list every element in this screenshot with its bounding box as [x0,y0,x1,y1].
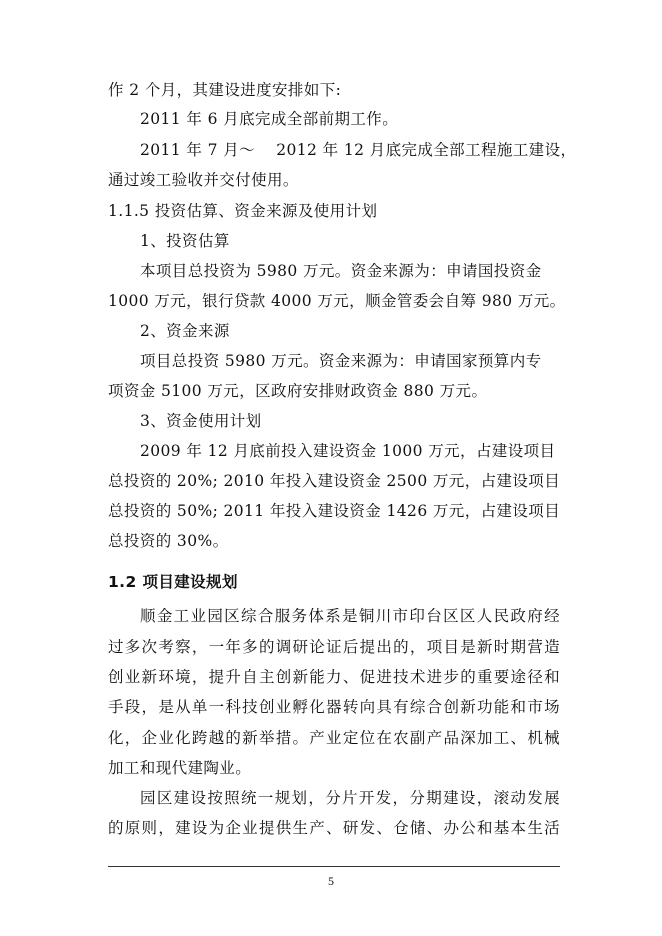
body-text-line: 顺金工业园区综合服务体系是铜川市印台区区人民政府经 [140,607,560,625]
body-text-line: 加工和现代建陶业。 [108,759,252,777]
subsection-heading: 2、资金来源 [140,322,230,340]
subsection-heading: 3、资金使用计划 [140,412,262,430]
section-heading: 1.1.5 投资估算、资金来源及使用计划 [108,202,378,220]
body-text-line: 总投资的 30%。 [108,532,229,550]
body-text-line: 创业新环境，提升自主创新能力、促进技术进步的重要途径和 [108,668,560,686]
footer-divider [108,866,560,867]
body-text-line: 项资金 5100 万元，区政府安排财政资金 880 万元。 [108,382,488,400]
subsection-heading: 1、投资估算 [140,232,230,250]
body-text-line: 2011 年 7 月～ 2012 年 12 月底完成全部工程施工建设， [140,141,577,159]
body-text-line: 过多次考察，一年多的调研论证后提出的，项目是新时期营造 [108,638,560,656]
body-text-line: 2011 年 6 月底完成全部前期工作。 [140,110,399,128]
body-text-line: 总投资的 50%; 2011 年投入建设资金 1426 万元，占建设项目 [108,502,561,520]
body-text-line: 通过竣工验收并交付使用。 [108,171,299,189]
page-number: 5 [328,874,334,888]
body-text-line: 作 2 个月，其建设进度安排如下: [108,81,342,99]
body-text-line: 1000 万元，银行贷款 4000 万元，顺金管委会自筹 980 万元。 [108,292,566,310]
body-text-line: 化，企业化跨越的新举措。产业定位在农副产品深加工、机械 [108,729,560,747]
body-text-line: 2009 年 12 月底前投入建设资金 1000 万元，占建设项目 [140,442,556,460]
body-text-line: 园区建设按照统一规划，分片开发，分期建设，滚动发展 [140,789,560,807]
section-heading-bold: 1.2 项目建设规划 [108,573,238,591]
body-text-line: 的原则，建设为企业提供生产、研发、仓储、办公和基本生活 [108,819,560,837]
body-text-line: 手段，是从单一科技创业孵化器转向具有综合创新功能和市场 [108,698,560,716]
body-text-line: 本项目总投资为 5980 万元。资金来源为：申请国投资金 [140,262,542,280]
body-text-line: 项目总投资 5980 万元。资金来源为：申请国家预算内专 [140,352,542,370]
body-text-line: 总投资的 20%; 2010 年投入建设资金 2500 万元，占建设项目 [108,472,561,490]
